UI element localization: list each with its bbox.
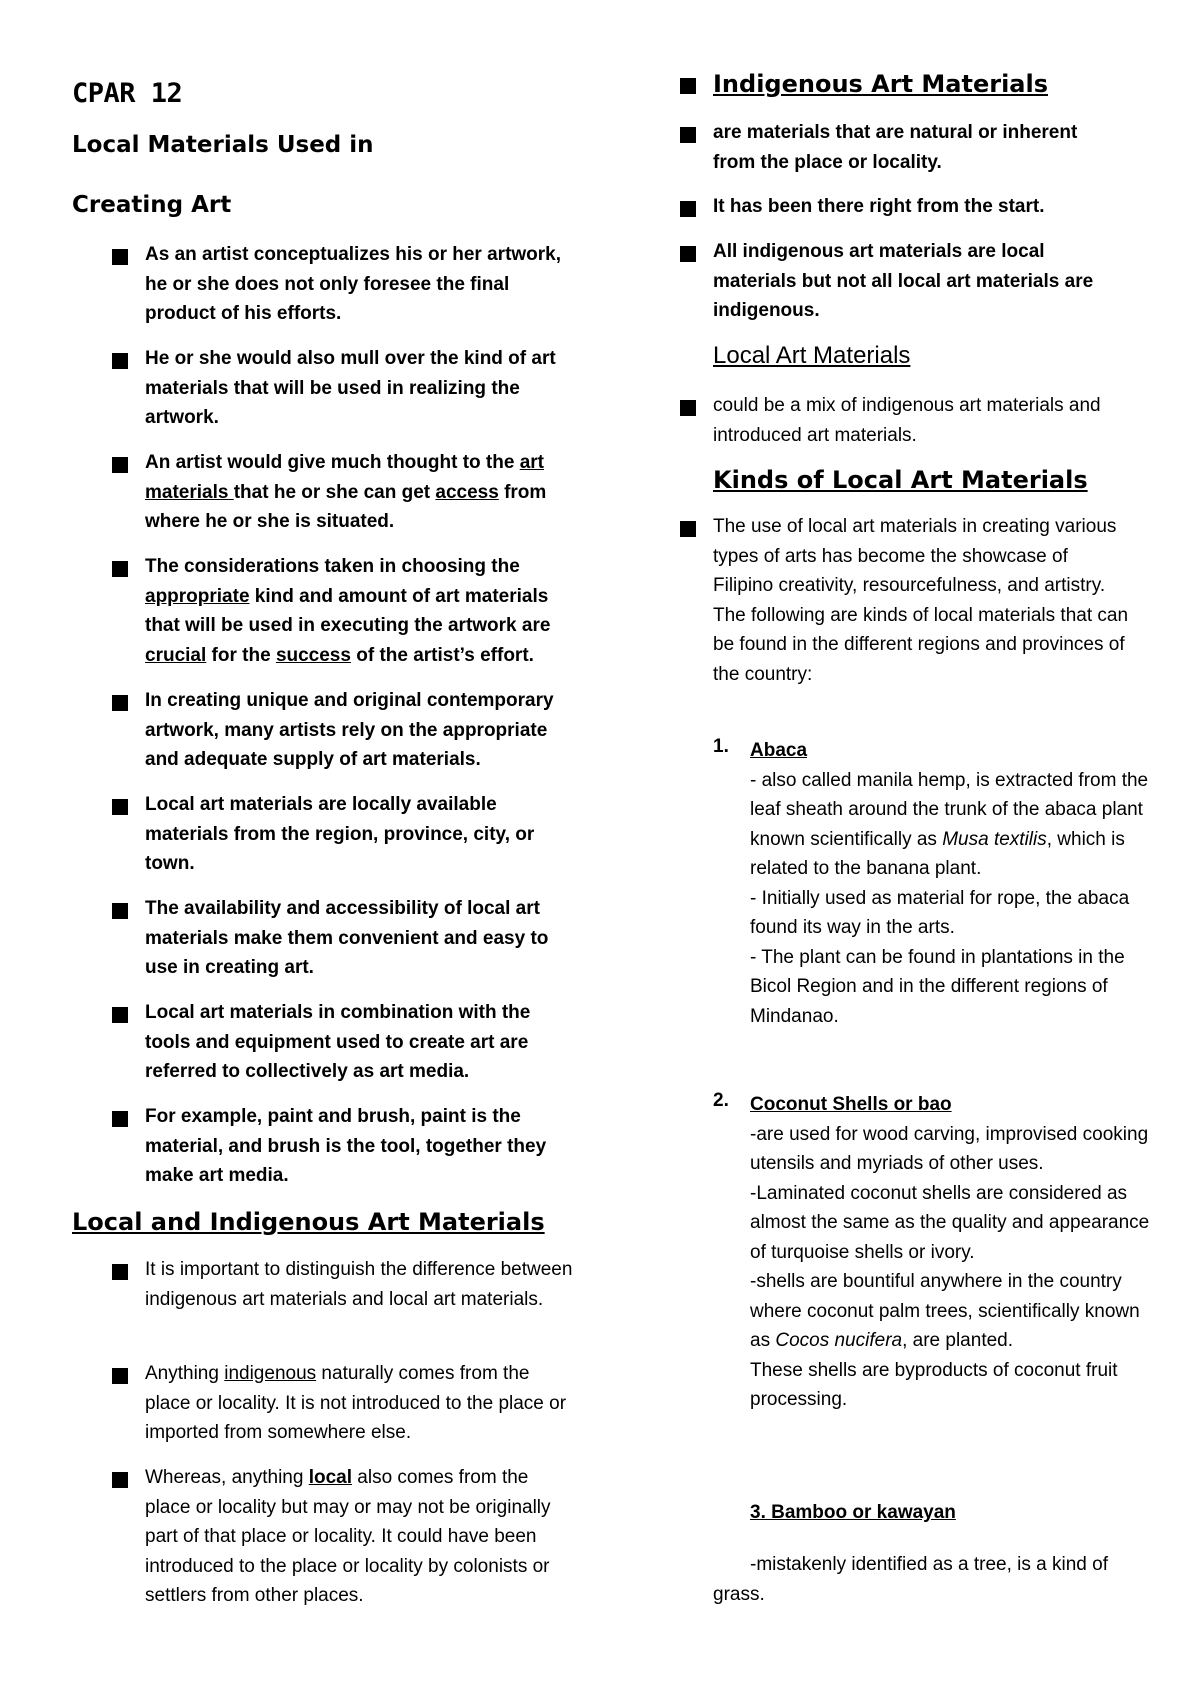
course-code: CPAR 12 (72, 78, 183, 109)
bullet-square-icon (112, 1111, 128, 1127)
list-item-title: Abaca (750, 740, 808, 761)
bullet-text: could be a mix of indigenous art materials and introduced art materials. (713, 395, 1101, 446)
bullet-square-icon (112, 353, 128, 369)
list-item-line: -are used for wood carving, improvised cooking utensils and myriads of other uses. (750, 1123, 1149, 1174)
bullet-text: Local art materials in combination with the tools and equipment used to create art are referred to collectively as art media. (145, 1002, 531, 1082)
bullet-text: All indigenous art materials are local materials but not all local art materials are indigenous. (713, 241, 1094, 321)
bullet-text: It has been there right from the start. (713, 196, 1045, 217)
bullet-square-icon (112, 903, 128, 919)
heading-indigenous-art-materials: Indigenous Art Materials (713, 70, 1049, 98)
bullet-square-icon (680, 201, 696, 217)
list-number: 1. (713, 736, 729, 757)
list-item-line: These shells are byproducts of coconut fruit processing. (750, 1359, 1118, 1410)
list-item-line: -mistakenly identified as a tree, is a kind of grass. (713, 1554, 1109, 1605)
list-item-title-bamboo: 3. Bamboo or kawayan (750, 1502, 956, 1523)
heading-local-art-materials: Local Art Materials (713, 342, 911, 369)
list-item-line: - also called manila hemp, is extracted from the leaf sheath around the trunk of the abaca plant known scientifically as Musa textilis, which is related to the banana plant. (750, 769, 1149, 879)
bullet-square-icon (112, 799, 128, 815)
bullet-square-icon (112, 249, 128, 265)
bullet-square-icon (680, 246, 696, 262)
bullet-text: In creating unique and original contemporary artwork, many artists rely on the appropriate and adequate supply of art materials. (145, 690, 554, 770)
bullet-square-icon (112, 457, 128, 473)
bullet-square-icon (112, 695, 128, 711)
list-number: 2. (713, 1090, 729, 1111)
bullet-text: Local art materials are locally available materials from the region, province, city, or town. (145, 794, 535, 874)
bullet-square-icon (112, 561, 128, 577)
list-item-line: - Initially used as material for rope, the abaca found its way in the arts. (750, 887, 1130, 938)
page-heading-line2: Creating Art (72, 192, 232, 218)
bullet-square-icon (680, 78, 696, 94)
bullet-square-icon (112, 1264, 128, 1280)
list-item-line: -shells are bountiful anywhere in the country where coconut palm trees, scientifically known as Cocos nucifera, are planted. (750, 1271, 1140, 1351)
bullet-text: As an artist conceptualizes his or her artwork, he or she does not only foresee the final product of his efforts. (145, 244, 562, 324)
bullet-square-icon (112, 1472, 128, 1488)
list-item-title: Coconut Shells or bao (750, 1094, 952, 1115)
list-item-line: - The plant can be found in plantations in the Bicol Region and in the different regions of Mindanao. (750, 946, 1125, 1027)
bullet-text-considerations: The considerations taken in choosing the appropriate kind and amount of art materials that will be used in executing the artwork are crucial for the success of the artist’s effort. (145, 556, 551, 666)
list-item-line: -Laminated coconut shells are considered as almost the same as the quality and appearance of turquoise shells or ivory. (750, 1182, 1150, 1263)
heading-kinds-of-local-art-materials: Kinds of Local Art Materials (713, 466, 1088, 494)
bullet-square-icon (680, 127, 696, 143)
bullet-text-local: Whereas, anything local also comes from the place or locality but may or may not be originally part of that place or locality. It could have been introduced to the place or locality by colonists or settlers from other places. (145, 1467, 551, 1606)
bullet-text: are materials that are natural or inherent from the place or locality. (713, 122, 1078, 173)
bullet-square-icon (680, 521, 696, 537)
bullet-square-icon (112, 1368, 128, 1384)
bullet-square-icon (680, 400, 696, 416)
bullet-text: He or she would also mull over the kind of art materials that will be used in realizing the artwork. (145, 348, 556, 428)
bullet-text-access: An artist would give much thought to the art materials that he or she can get access from where he or she is situated. (145, 452, 547, 532)
bullet-text: The use of local art materials in creating various types of arts has become the showcase of Filipino creativity, resourcefulness, and artistry. The following are kinds of local materials that can be found in the different regions and provinces of the country: (713, 516, 1129, 685)
section-heading-local-indigenous: Local and Indigenous Art Materials (72, 1208, 545, 1236)
page-heading-line1: Local Materials Used in (72, 132, 374, 158)
bullet-text-indigenous: Anything indigenous naturally comes from the place or locality. It is not introduced to the place or imported from somewhere else. (145, 1363, 567, 1443)
bullet-text: It is important to distinguish the difference between indigenous art materials and local art materials. (145, 1259, 573, 1310)
bullet-text: The availability and accessibility of local art materials make them convenient and easy to use in creating art. (145, 898, 549, 978)
bullet-square-icon (112, 1007, 128, 1023)
list-item-coconut (750, 1090, 1150, 1415)
list-item-abaca (750, 736, 1150, 1031)
bullet-text: For example, paint and brush, paint is the material, and brush is the tool, together they make art media. (145, 1106, 547, 1186)
